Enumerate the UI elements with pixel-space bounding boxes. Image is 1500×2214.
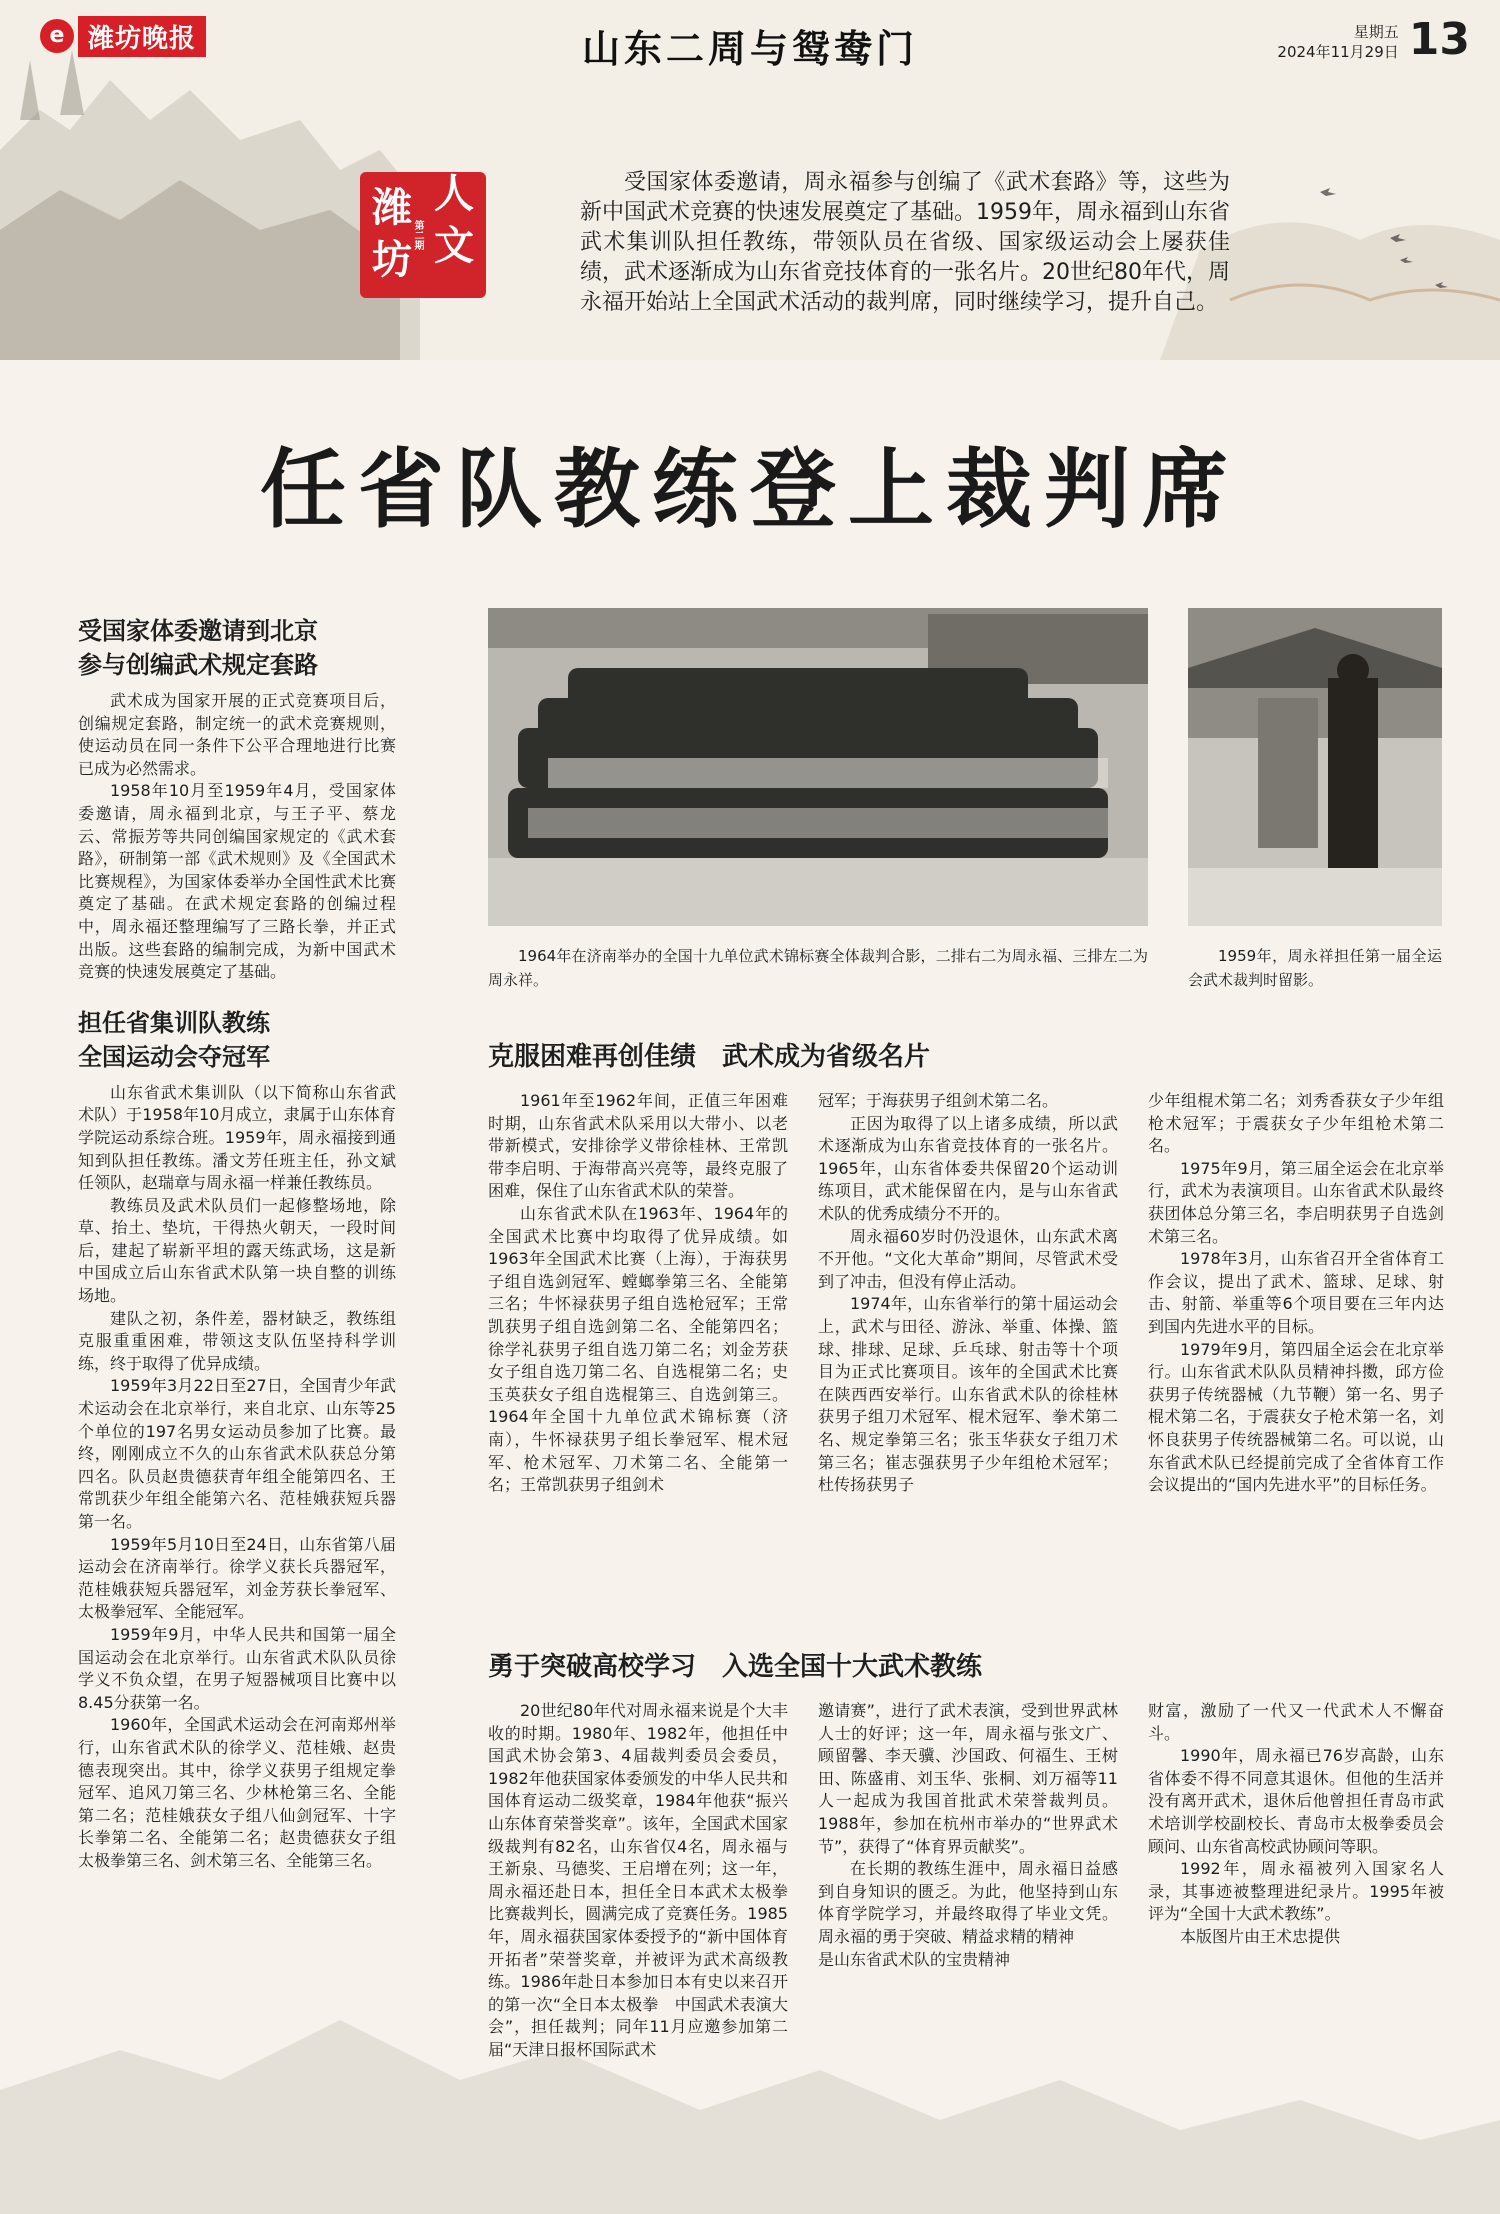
paragraph: 邀请赛”，进行了武术表演，受到世界武林人士的好评；这一年，周永福与张文广、顾留馨、李天骥、沙国政、何福生、王树田、陈盛甫、刘玉华、张桐、刘万福等11人一起成为我国首批武术荣誉裁判员。1988年，参加在杭州市举办的“世界武术节”，获得了“体育界贡献奖”。 <box>818 1701 1118 1856</box>
issue-date: 2024年11月29日 <box>1277 43 1399 61</box>
section-2-col-3 <box>1148 1090 1444 1497</box>
left-section-1-body <box>78 690 396 984</box>
portrait-photo <box>1188 608 1442 926</box>
seal-char: 潍 <box>372 185 412 231</box>
section-2-title: 克服困难再创佳绩 武术成为省级名片 <box>488 1042 931 1072</box>
paragraph: 少年组棍术第二名；刘秀香获女子少年组枪术冠军；于震获女子少年组枪术第二名。 <box>1148 1091 1444 1156</box>
paragraph: 1959年3月22日至27日，全国青少年武术运动会在北京举行，来自北京、山东等25个单位的197名男女运动员参加了比赛。最终，刚刚成立不久的山东省武术队获总分第四名。队员赵贵德获青年组全能第四名、王常凯获少年组全能第六名、范桂娥获短兵器第一名。 <box>78 1376 396 1531</box>
portrait-photo-caption: 1959年，周永祥担任第一届全运会武术裁判时留影。 <box>1188 947 1442 989</box>
masthead <box>0 0 1500 360</box>
seal-char: 坊 <box>372 237 412 283</box>
page-info <box>1277 14 1470 66</box>
section-2-col-1 <box>488 1090 788 1497</box>
paragraph: 建队之初，条件差，器材缺乏，教练组克服重重困难，带领这支队伍坚持科学训练，终于取得了优异成绩。 <box>78 1308 396 1373</box>
subheading-2-line1: 担任省集训队教练 <box>78 1008 270 1037</box>
paragraph: 武术成为国家开展的正式竞赛项目后，创编规定套路，制定统一的武术竞赛规则，使运动员在同一条件下公平合理地进行比赛已成为必然需求。 <box>78 691 396 778</box>
intro-paragraph: 受国家体委邀请，周永福参与创编了《武术套路》等，这些为新中国武术竞赛的快速发展奠定了基础。1959年，周永福到山东省武术集训队担任教练，带领队员在省级、国家级运动会上屡获佳绩，武术逐渐成为山东省竞技体育的一张名片。20世纪80年代，周永福开始站上全国武术活动的裁判席，同时继续学习，提升自己。 <box>580 170 1230 315</box>
weekday: 星期五 <box>1353 23 1399 41</box>
left-section-2-body <box>78 1082 396 1873</box>
paragraph: 1979年9月，第四届全运会在北京举行。山东省武术队队员精神抖擞，邱方俭获男子传统器械（九节鞭）第一名、男子棍术第二名，于震获女子枪术第一名，刘怀良获男子传统器械第二名。可以说，山东省武术队已经提前完成了全省体育工作会议提出的“国内先进水平”的目标任务。 <box>1148 1339 1444 1495</box>
paragraph: 周永福60岁时仍没退休，山东武术离不开他。“文化大革命”期间，尽管武术受到了冲击，但没有停止活动。 <box>818 1226 1118 1291</box>
column-seal <box>360 172 486 298</box>
section-3-col-3 <box>1148 1700 1444 1949</box>
section-3-title: 勇于突破高校学习 入选全国十大武术教练 <box>488 1652 983 1682</box>
paragraph: 1975年9月，第三届全运会在北京举行，武术为表演项目。山东省武术队最终获团体总分第三名，李启明获男子自选剑术第三名。 <box>1148 1158 1444 1246</box>
logo-text: 潍坊晚报 <box>78 16 206 57</box>
section-3-col-2 <box>818 1700 1118 1971</box>
seal-small-text: 第二期 <box>412 220 423 250</box>
section-title: 山东二周与鸳鸯门 <box>581 27 918 71</box>
paragraph: 20世纪80年代对周永福来说是个大丰收的时期。1980年、1982年，他担任中国武术协会第3、4届裁判委员会委员，1982年他获国家体委颁发的中华人民共和国体育运动二级奖章，1984年他获“振兴山东体育荣誉奖章”。该年，全国武术国家级裁判有82名，山东省仅4名，周永福与王新泉、马德奖、王启增在列；这一年，周永福还赴日本，担任全日本武术太极拳比赛裁判长，圆满完成了竞赛任务。1985年，周永福获国家体委授予的“新中国体育开拓者”荣誉奖章，并被评为武术高级教练。1986年赴日本参加日本有史以来召开的第一次“全日本太极拳 中国武术表演大会”，担任裁判；同年11月应邀参加第二届“天津日报杯国际武术 <box>488 1701 788 2059</box>
section-2-col-2 <box>818 1090 1118 1497</box>
group-photo-image <box>488 608 1148 926</box>
section-3-col-1 <box>488 1700 788 2062</box>
paragraph: 是山东省武术队的宝贵精神 <box>818 1949 1011 1969</box>
paragraph: 山东省武术集训队（以下简称山东省武术队）于1958年10月成立，隶属于山东体育学院运动系综合班。1959年，周永福接到通知到队担任教练。潘文芳任班主任，孙文斌任领队，赵瑞章与周永福一样兼任教练员。 <box>78 1082 396 1193</box>
group-photo-caption: 1964年在济南举办的全国十九单位武术锦标赛全体裁判合影，二排右二为周永福、三排左二为周永祥。 <box>488 947 1148 989</box>
page-number: 13 <box>1408 14 1470 65</box>
paragraph: 冠军；于海获男子组剑术第二名。 <box>818 1091 1059 1110</box>
subheading-1-line1: 受国家体委邀请到北京 <box>78 617 318 645</box>
subheading-1-line2: 参与创编武术规定套路 <box>78 651 318 679</box>
seal-char: 人 <box>434 171 474 217</box>
paragraph: 1959年5月10日至24日，山东省第八届运动会在济南举行。徐学义获长兵器冠军，范桂娥获短兵器冠军，刘金芳获长拳冠军、太极拳冠军、全能冠军。 <box>78 1534 396 1622</box>
portrait-photo-image <box>1188 608 1442 926</box>
paragraph: 1978年3月，山东省召开全省体育工作会议，提出了武术、篮球、足球、射击、射箭、举重等6个项目要在三年内达到国内先进水平的目标。 <box>1148 1249 1444 1336</box>
paragraph: 1959年9月，中华人民共和国第一届全国运动会在北京举行。山东省武术队队员徐学义不负众望，在男子短器械项目比赛中以8.45分获第一名。 <box>78 1624 396 1712</box>
paragraph: 财富，激励了一代又一代武术人不懈奋斗。 <box>1148 1701 1444 1743</box>
paragraph: 1958年10月至1959年4月，受国家体委邀请，周永福到北京，与王子平、蔡龙云、常振芳等共同创编国家规定的《武术套路》，研制第一部《武术规则》及《全国武术比赛规程》，为国家体委举办全国性武术比赛奠定了基础。在武术规定套路的创编过程中，周永福还整理编写了三路长拳，并正式出版。这些套路的编制完成，为新中国武术竞赛的快速发展奠定了基础。 <box>78 781 396 982</box>
paragraph: 山东省武术队在1963年、1964年的全国武术比赛中均取得了优异成绩。如1963年全国武术比赛（上海），于海获男子组自选剑冠军、螳螂拳第三名、全能第三名；牛怀禄获男子组自选枪冠军；王常凯获男子组自选剑第二名、全能第四名；徐学礼获男子组自选刀第二名；刘金芳获女子组自选刀第二名、自选棍第二名；史玉英获女子组自选棍第三、自选剑第三。1964年全国十九单位武术锦标赛（济南），牛怀禄获男子组长拳冠军、棍术冠军、枪术冠军、刀术第二名、全能第一名；王常凯获男子组剑术 <box>488 1203 788 1495</box>
seal-char: 文 <box>434 223 474 269</box>
paragraph: 教练员及武术队员们一起修整场地，除草、抬土、垫坑，干得热火朝天，一段时间后，建起了崭新平坦的露天练武场，这是新中国成立后山东省武术队第一块自整的训练场地。 <box>78 1195 396 1306</box>
paragraph: 1960年，全国武术运动会在河南郑州举行，山东省武术队的徐学义、范桂娥、赵贵德表现突出。其中，徐学义获男子组规定拳冠军、追风刀第三名、少林枪第三名、全能第二名；范桂娥获女子组八仙剑冠军、十字长拳第二名、全能第二名；赵贵德获女子组太极拳第三名、剑术第三名、全能第三名。 <box>78 1715 396 1870</box>
photo-credit: 本版图片由王术忠提供 <box>1180 1926 1341 1946</box>
paragraph: 1961年至1962年间，正值三年困难时期，山东省武术队采用以大带小、以老带新模式，安排徐学义带徐桂林、王常凯带李启明、于海带高兴亮等，最终克服了困难，保住了山东省武术队的荣誉。 <box>488 1091 788 1201</box>
left-column <box>78 614 396 1873</box>
group-photo <box>488 608 1148 926</box>
paragraph: 1992年，周永福被列入国家名人录，其事迹被整理进纪录片。1995年被评为“全国十大武术教练”。 <box>1148 1859 1444 1924</box>
article-headline: 任省队教练登上裁判席 <box>260 440 1240 540</box>
paragraph: 在长期的教练生涯中，周永福日益感到自身知识的匮乏。为此，他坚持到山东体育学院学习，并最终取得了毕业文凭。周永福的勇于突破、精益求精的精神 <box>818 1859 1118 1946</box>
logo-swirl-icon: e <box>40 19 74 53</box>
subheading-2-line2: 全国运动会夺冠军 <box>78 1042 270 1071</box>
paragraph: 1974年，山东省举行的第十届运动会上，武术与田径、游泳、举重、体操、篮球、排球、足球、乒乓球、射击等十个项目为正式比赛项目。该年的全国武术比赛在陕西西安举行。山东省武术队的徐桂林获男子组刀术冠军、棍术冠军、拳术第二名、规定拳第三名；张玉华获女子组刀术第三名；崔志强获男子少年组枪术冠军；杜传扬获男子 <box>818 1294 1118 1495</box>
paragraph: 1990年，周永福已76岁高龄，山东省体委不得不同意其退休。但他的生活并没有离开武术，退休后他曾担任青岛市武术培训学校副校长、青岛市太极拳委员会顾问、山东省高校武协顾问等职。 <box>1148 1746 1444 1856</box>
paragraph: 正因为取得了以上诸多成绩，所以武术逐渐成为山东省竞技体育的一张名片。1965年，山东省体委共保留20个运动训练项目，武术能保留在内，是与山东省武术队的优秀成绩分不开的。 <box>818 1113 1118 1223</box>
